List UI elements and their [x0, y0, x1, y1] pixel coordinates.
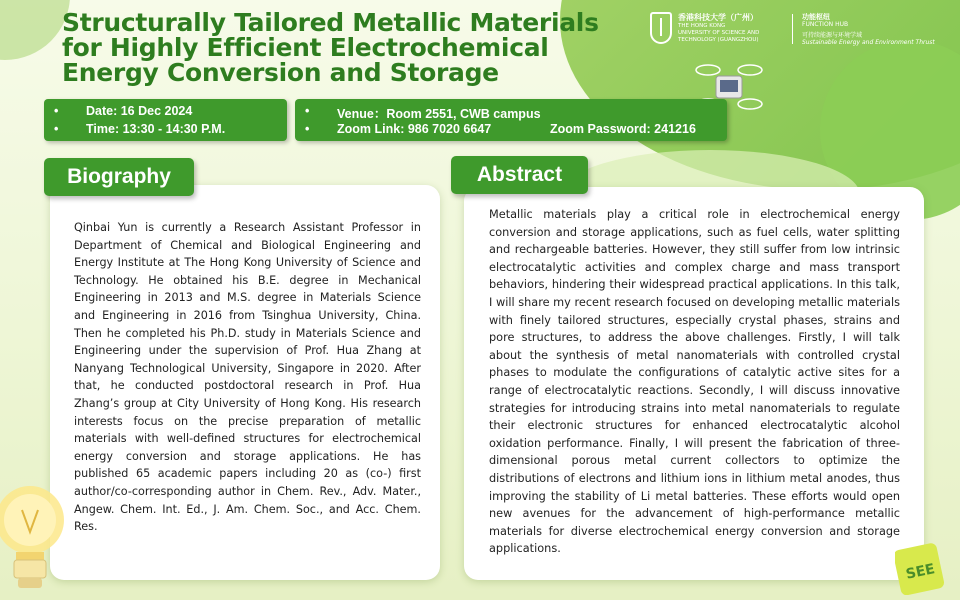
- zoom-password: Zoom Password: 241216: [550, 122, 696, 136]
- university-logo: [650, 10, 960, 50]
- title-line-1: Structurally Tailored Metallic Materials: [62, 8, 599, 37]
- bullet-icon: •: [54, 104, 59, 118]
- venue-box: [295, 99, 727, 141]
- date-time-box: [44, 99, 287, 141]
- hub-english-name: FUNCTION HUB: [802, 21, 849, 28]
- logo-english-name: [678, 23, 759, 44]
- corner-badge-text: SEE: [904, 561, 937, 583]
- university-emblem-icon: [650, 12, 672, 44]
- title-line-3: Energy Conversion and Storage: [62, 58, 499, 87]
- zoom-link[interactable]: Zoom Link: 986 7020 6647: [337, 122, 492, 136]
- lightbulb-icon: [0, 470, 80, 600]
- bullet-icon: •: [305, 104, 310, 118]
- thrust-english-name: Sustainable Energy and Environment Thrust: [802, 39, 935, 46]
- poster-title: [62, 10, 662, 85]
- logo-en-line-3: TECHNOLOGY (GUANGZHOU): [678, 37, 759, 43]
- abstract-heading: Abstract: [451, 156, 588, 194]
- biography-heading: Biography: [44, 158, 194, 196]
- thrust-chinese-name: 可持续能源与环境学域: [802, 32, 863, 39]
- logo-en-line-1: THE HONG KONG: [678, 23, 726, 29]
- bullet-icon: •: [54, 122, 59, 136]
- biography-text: Qinbai Yun is currently a Research Assistant Professor in Department of Chemical and Biological Engineering and Energy Institute at The Hong Kong University of Science and Technology. He obtained his B.E. degree in Mechanical Engineering in 2013 and M.S. degree in Materials Science and Engineering in 2016 from Tsinghua University, China. Then he completed his Ph.D. study in Materials Science and Engineering under the supervision of Prof. Hua Zhang at Nanyang Technological University, Singapore in 2020. After that, he conducted postdoctoral research in Prof. Hua Zhang’s group at City University of Hong Kong. His research interests focus on the precise preparation of metallic materials with well-defined structures for electrochemical energy conversion and storage applications. He has published 65 academic papers including 20 as (co-) first author/co-corresponding author in Chem. Rev., Adv. Mater., Angew. Chem. Int. Ed., J. Am. Chem. Soc., and Acc. Chem. Res.: [74, 221, 421, 534]
- event-time: Time: 13:30 - 14:30 P.M.: [86, 122, 226, 136]
- event-venue: Venue：Room 2551, CWB campus: [337, 107, 541, 121]
- decor-blob-top-left: [0, 0, 70, 60]
- logo-en-line-2: UNIVERSITY OF SCIENCE AND: [678, 30, 760, 36]
- hub-chinese-name: 功能枢纽: [802, 13, 830, 21]
- logo-chinese-name: 香港科技大学（广州）: [678, 13, 758, 22]
- title-line-2: for Highly Efficient Electrochemical: [62, 33, 549, 62]
- logo-divider: [792, 14, 793, 44]
- abstract-text: Metallic materials play a critical role in electrochemical energy conversion and storage applications, such as fuel cells, water splitting and rechargeable batteries. However, they still suffer from low intrinsic electrocatalytic activities and complex charge and mass transport behaviors, hindering their widespread practical applications. In this talk, I will share my recent research focused on developing metallic materials with finely tailored structures, especially crystal phases, strains and pore structures, to address the above challenges. Firstly, I will talk about the synthesis of metal nanomaterials with controlled crystal phases to modulate the configurations of catalytic active sites for a range of electrocatalytic reactions. Secondly, I will discuss innovative strategies for introducing strains into metal nanomaterials to regulate their electronic structures for enhanced electrocatalytic alcohol oxidation performance. Finally, I will present the fabrication of three-dimensional porous metal current collectors to optimize the distributions of electrons and lithium ions in lithium metal anodes, thus improving the stability of Li metal batteries. These efforts would open new avenues for the advancement of high-performance metallic materials for diverse electrochemical energy conversion and storage applications.: [489, 208, 900, 556]
- event-date: Date: 16 Dec 2024: [86, 104, 193, 118]
- bullet-icon: •: [305, 122, 310, 136]
- corner-badge-icon: [895, 540, 945, 595]
